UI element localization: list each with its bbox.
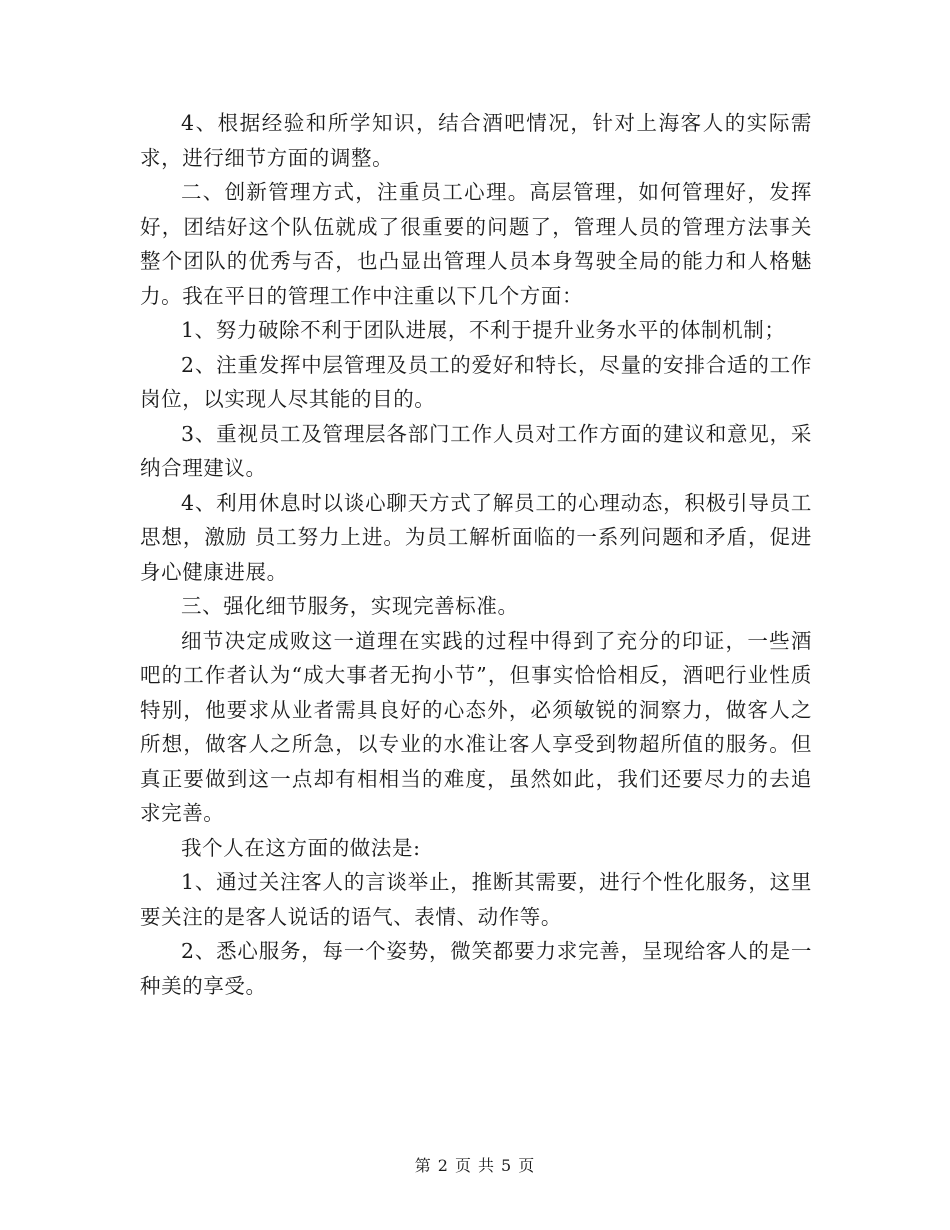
paragraph: 三、强化细节服务，实现完善标准。 bbox=[181, 594, 519, 618]
footer-middle: 页 共 bbox=[454, 1156, 496, 1175]
paragraph: 细节决定成败这一道理在实践的过程中得到了充分的印证，一些酒吧的工作者认为“成大事者无拘小节”，但事实恰恰相反，酒吧行业性质特别，他要求从业者需具良好的心态外，必须敏锐的洞察力，做客人之所想，做客人之所急，以专业的水准让客人享受到物超所值的服务。但真正要做到这一点却有相相当的难度，虽然如此，我们还要尽力的去追求完善。 bbox=[140, 628, 812, 825]
current-page-number: 2 bbox=[437, 1156, 449, 1175]
paragraph: 二、创新管理方式，注重员工心理。高层管理，如何管理好，发挥好，团结好这个队伍就成了很重要的问题了，管理人员的管理方法事关整个团队的优秀与否，也凸显出管理人员本身驾驶全局的能力和人格魅力。我在平日的管理工作中注重以下几个方面： bbox=[140, 180, 812, 308]
document-body bbox=[140, 106, 812, 1003]
footer-prefix: 第 bbox=[414, 1156, 432, 1175]
paragraph: 我个人在这方面的做法是: bbox=[181, 835, 421, 860]
paragraph: 4、利用休息时以谈心聊天方式了解员工的心理动态，积极引导员工思想，激励 员工努力上进。为员工解析面临的一系列问题和矛盾，促进身心健康进展。 bbox=[140, 490, 812, 584]
total-page-number: 5 bbox=[501, 1156, 513, 1175]
paragraph: 2、注重发挥中层管理及员工的爱好和特长，尽量的安排合适的工作岗位，以实现人尽其能的目的。 bbox=[140, 352, 812, 411]
page-footer bbox=[0, 1153, 950, 1176]
paragraph: 4、根据经验和所学知识，结合酒吧情况，针对上海客人的实际需求，进行细节方面的调整。 bbox=[140, 111, 812, 170]
paragraph: 3、重视员工及管理层各部门工作人员对工作方面的建议和意见，采纳合理建议。 bbox=[140, 421, 812, 480]
paragraph: 2、悉心服务，每一个姿势，微笑都要力求完善，呈现给客人的是一种美的享受。 bbox=[140, 939, 812, 998]
footer-suffix: 页 bbox=[518, 1156, 536, 1175]
paragraph: 1、努力破除不利于团队进展，不利于提升业务水平的体制机制； bbox=[181, 318, 786, 342]
paragraph: 1、通过关注客人的言谈举止，推断其需要，进行个性化服务，这里要关注的是客人说话的语气、表情、动作等。 bbox=[140, 870, 812, 929]
